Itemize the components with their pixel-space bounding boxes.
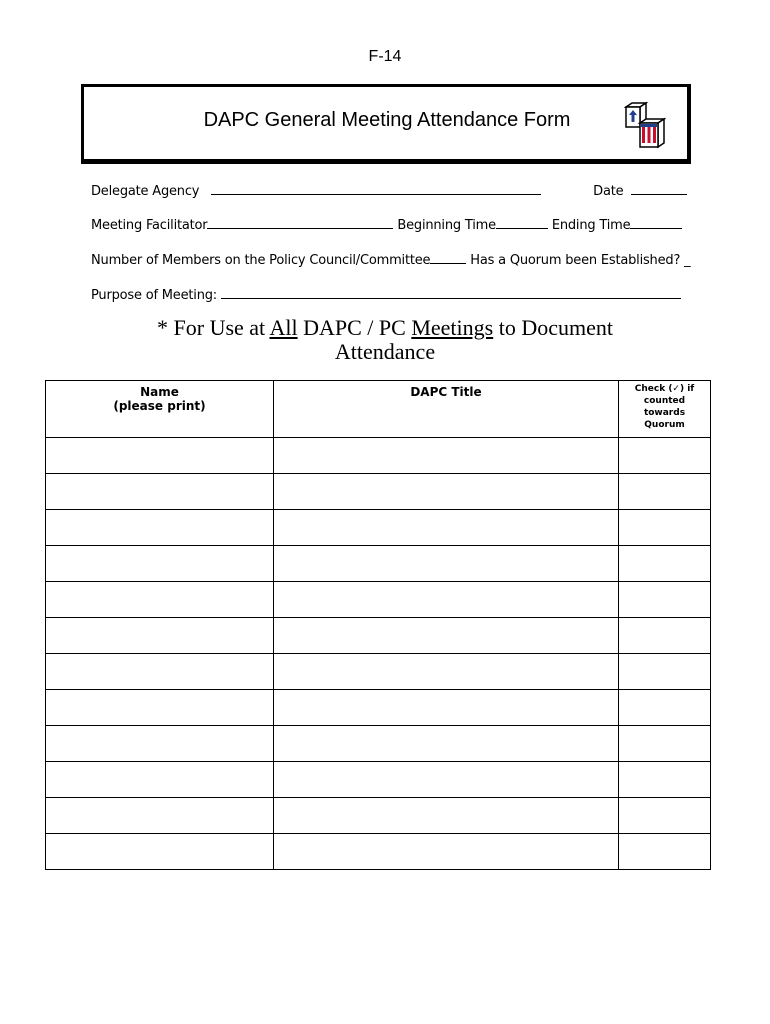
notice-prefix: * For Use at <box>157 315 270 340</box>
title-box <box>81 84 691 164</box>
name-cell[interactable] <box>46 654 274 690</box>
members-row <box>91 251 690 268</box>
name-cell[interactable] <box>46 582 274 618</box>
table-row <box>46 762 711 798</box>
quorum-check-cell[interactable] <box>619 438 711 474</box>
ending-time-field[interactable] <box>630 216 682 229</box>
check-header-line4: Quorum <box>644 420 685 430</box>
name-cell[interactable] <box>46 510 274 546</box>
table-row <box>46 618 711 654</box>
name-cell[interactable] <box>46 474 274 510</box>
table-row <box>46 438 711 474</box>
purpose-of-meeting-label: Purpose of Meeting: <box>91 288 217 303</box>
quorum-check-cell[interactable] <box>619 582 711 618</box>
name-cell[interactable] <box>46 438 274 474</box>
name-cell[interactable] <box>46 726 274 762</box>
blocks-logo-icon <box>624 101 666 149</box>
facilitator-row <box>91 216 682 233</box>
notice-suffix: to Document <box>493 315 613 340</box>
number-of-members-field[interactable] <box>430 251 466 264</box>
quorum-question-label: Has a Quorum been Established? _ <box>470 253 691 268</box>
purpose-of-meeting-field[interactable] <box>221 286 681 299</box>
name-cell[interactable] <box>46 690 274 726</box>
notice-middle: DAPC / PC <box>297 315 412 340</box>
name-cell[interactable] <box>46 618 274 654</box>
dapc-title-cell[interactable] <box>274 474 619 510</box>
delegate-agency-row <box>91 182 687 199</box>
attendance-table <box>45 380 711 870</box>
number-of-members-label: Number of Members on the Policy Council/Committee <box>91 253 431 268</box>
meeting-facilitator-label: Meeting Facilitator <box>91 218 208 233</box>
name-header-line2: (please print) <box>113 399 206 413</box>
table-row <box>46 798 711 834</box>
usage-notice <box>0 316 770 364</box>
name-cell[interactable] <box>46 546 274 582</box>
dapc-title-cell[interactable] <box>274 510 619 546</box>
date-label: Date <box>593 184 624 199</box>
dapc-title-cell[interactable] <box>274 582 619 618</box>
dapc-title-column-header: DAPC Title <box>274 381 619 438</box>
quorum-check-cell[interactable] <box>619 546 711 582</box>
dapc-title-cell[interactable] <box>274 726 619 762</box>
dapc-title-cell[interactable] <box>274 438 619 474</box>
check-header-line1: Check (✓) if <box>634 384 695 394</box>
dapc-title-cell[interactable] <box>274 546 619 582</box>
beginning-time-field[interactable] <box>496 216 548 229</box>
name-cell[interactable] <box>46 762 274 798</box>
meeting-facilitator-field[interactable] <box>207 216 393 229</box>
table-row <box>46 474 711 510</box>
purpose-row <box>91 286 681 303</box>
quorum-check-cell[interactable] <box>619 690 711 726</box>
name-cell[interactable] <box>46 834 274 870</box>
table-row <box>46 546 711 582</box>
quorum-check-cell[interactable] <box>619 798 711 834</box>
quorum-check-cell[interactable] <box>619 510 711 546</box>
dapc-title-cell[interactable] <box>274 762 619 798</box>
name-header-line1: Name <box>140 385 179 399</box>
quorum-check-cell[interactable] <box>619 654 711 690</box>
dapc-title-cell[interactable] <box>274 834 619 870</box>
ending-time-label: Ending Time <box>551 218 631 233</box>
dapc-title-cell[interactable] <box>274 654 619 690</box>
notice-all: All <box>269 315 298 340</box>
quorum-check-cell[interactable] <box>619 762 711 798</box>
quorum-check-cell[interactable] <box>619 618 711 654</box>
table-row <box>46 510 711 546</box>
table-row <box>46 726 711 762</box>
dapc-title-cell[interactable] <box>274 618 619 654</box>
quorum-check-cell[interactable] <box>619 726 711 762</box>
beginning-time-label: Beginning Time <box>397 218 496 233</box>
page-number: F-14 <box>368 48 402 65</box>
dapc-title-cell[interactable] <box>274 798 619 834</box>
delegate-agency-label: Delegate Agency <box>91 184 200 199</box>
table-header-row <box>46 381 711 438</box>
table-row <box>46 582 711 618</box>
table-row <box>46 834 711 870</box>
table-row <box>46 654 711 690</box>
date-field[interactable] <box>631 182 687 195</box>
form-title: DAPC General Meeting Attendance Form <box>203 109 571 131</box>
quorum-check-column-header <box>619 381 711 438</box>
delegate-agency-field[interactable] <box>211 182 541 195</box>
quorum-check-cell[interactable] <box>619 474 711 510</box>
name-cell[interactable] <box>46 798 274 834</box>
check-header-line2: counted <box>643 396 686 406</box>
notice-meetings: Meetings <box>411 315 494 340</box>
dapc-title-cell[interactable] <box>274 690 619 726</box>
table-row <box>46 690 711 726</box>
name-column-header <box>46 381 274 438</box>
quorum-check-cell[interactable] <box>619 834 711 870</box>
check-header-line3: towards <box>643 408 686 418</box>
notice-line2: Attendance <box>334 339 436 364</box>
